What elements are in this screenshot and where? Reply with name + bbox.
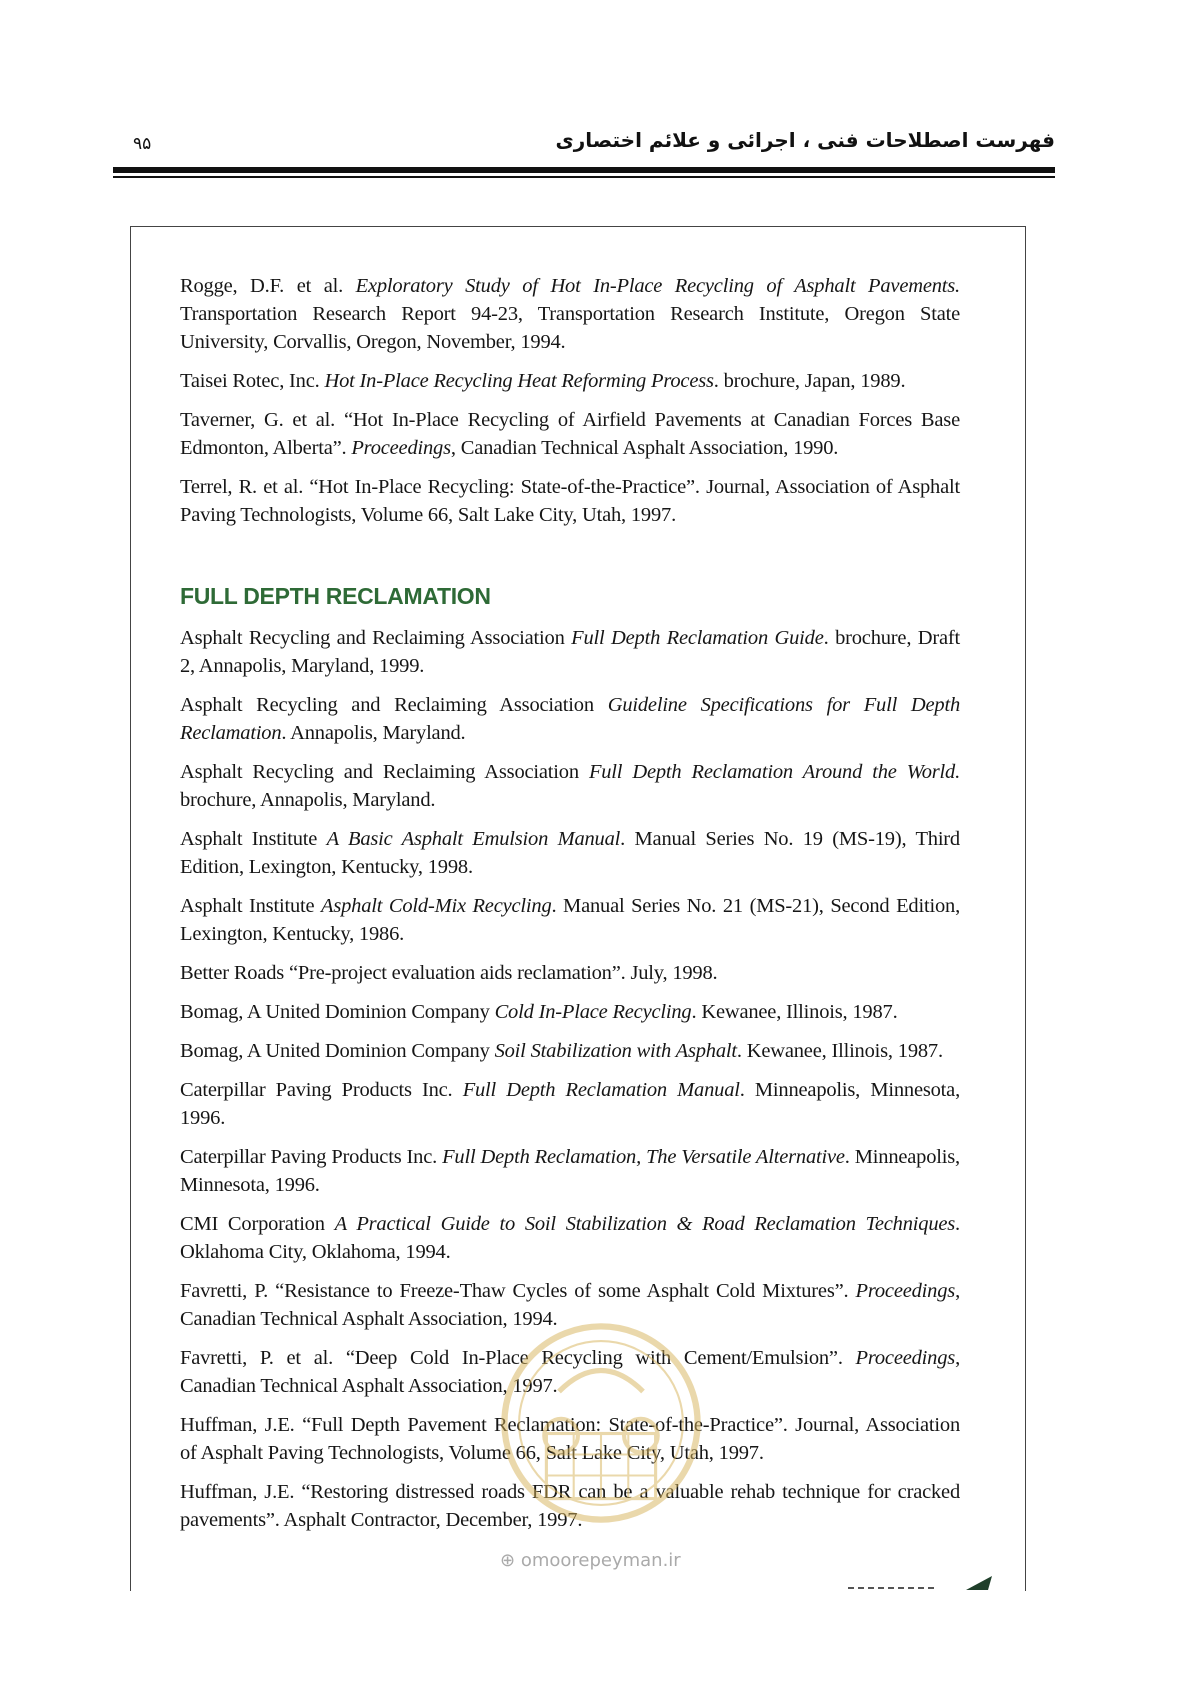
reference-text: Bomag, A United Dominion Company bbox=[180, 1001, 495, 1023]
reference-title: A Practical Guide to Soil Stabilization & Road Reclamation Techniques bbox=[334, 1213, 956, 1235]
reference-list-hot-in-place bbox=[180, 272, 960, 529]
reference-list-full-depth-reclamation bbox=[180, 624, 960, 1534]
reference-text: , Canadian Technical Asphalt Association, 1997. bbox=[180, 1347, 960, 1397]
reference-text: Bomag, A United Dominion Company bbox=[180, 1040, 495, 1062]
reference-entry bbox=[180, 1411, 960, 1467]
reference-title: Full Depth Reclamation Around the World. bbox=[588, 761, 960, 783]
reference-text: Asphalt Recycling and Reclaiming Association bbox=[180, 627, 572, 649]
corner-mark bbox=[848, 1574, 998, 1592]
bibliography bbox=[180, 272, 960, 1545]
reference-text: Asphalt Recycling and Reclaiming Association bbox=[180, 694, 608, 716]
reference-entry bbox=[180, 473, 960, 529]
reference-title: Soil Stabilization with Asphalt bbox=[494, 1040, 737, 1062]
reference-entry bbox=[180, 1277, 960, 1333]
reference-title: Hot In-Place Recycling Heat Reforming Process bbox=[324, 370, 714, 392]
reference-text: Huffman, J.E. “Restoring distressed roads FDR can be a valuable rehab technique for cracked pavements”. Asphalt Contractor, December, 1997. bbox=[180, 1481, 960, 1531]
reference-title: Proceedings bbox=[855, 1347, 956, 1369]
watermark-site: ⊕ omoorepeyman.ir bbox=[500, 1550, 681, 1571]
reference-entry bbox=[180, 1210, 960, 1266]
reference-entry bbox=[180, 624, 960, 680]
reference-text: . Annapolis, Maryland. bbox=[281, 722, 466, 744]
reference-text: CMI Corporation bbox=[180, 1213, 335, 1235]
reference-entry bbox=[180, 1076, 960, 1132]
reference-title: Proceedings bbox=[855, 1280, 956, 1302]
reference-entry bbox=[180, 1143, 960, 1199]
reference-title: Full Depth Reclamation Manual bbox=[462, 1079, 740, 1101]
reference-text: , Canadian Technical Asphalt Association, 1994. bbox=[180, 1280, 960, 1330]
reference-entry bbox=[180, 1037, 960, 1065]
reference-entry bbox=[180, 406, 960, 462]
reference-text: Better Roads “Pre-project evaluation aids reclamation”. July, 1998. bbox=[180, 962, 718, 984]
reference-title: Proceedings bbox=[351, 437, 451, 459]
reference-text: brochure, Annapolis, Maryland. bbox=[180, 789, 436, 811]
reference-entry bbox=[180, 959, 960, 987]
reference-text: Taisei Rotec, Inc. bbox=[180, 370, 325, 392]
reference-text: Rogge, D.F. et al. bbox=[180, 275, 356, 297]
reference-text: . Kewanee, Illinois, 1987. bbox=[691, 1001, 898, 1023]
reference-text: , Canadian Technical Asphalt Association, 1990. bbox=[450, 437, 839, 459]
reference-text: Terrel, R. et al. “Hot In-Place Recycling: State-of-the-Practice”. Journal, Association of Asphalt Paving Technologists, Volume 66, Salt Lake City, Utah, 1997. bbox=[180, 476, 960, 526]
reference-text: Asphalt Institute bbox=[180, 828, 327, 850]
reference-entry bbox=[180, 825, 960, 881]
reference-text: . brochure, Draft 2, Annapolis, Maryland, 1999. bbox=[180, 627, 960, 677]
reference-title: A Basic Asphalt Emulsion Manual bbox=[326, 828, 621, 850]
reference-entry bbox=[180, 758, 960, 814]
reference-entry bbox=[180, 998, 960, 1026]
reference-title: Cold In-Place Recycling bbox=[494, 1001, 692, 1023]
reference-text: . brochure, Japan, 1989. bbox=[713, 370, 906, 392]
header-rule-thin bbox=[113, 176, 1055, 178]
reference-title: Guideline Specifications for Full Depth Reclamation bbox=[180, 694, 960, 744]
reference-entry bbox=[180, 691, 960, 747]
reference-entry bbox=[180, 1344, 960, 1400]
reference-title: Full Depth Reclamation Guide bbox=[571, 627, 824, 649]
header-title: فهرست اصطلاحات فنی ، اجرائی و علائم اختصاری bbox=[555, 128, 1055, 152]
reference-text: Asphalt Institute bbox=[180, 895, 322, 917]
reference-text: . Minneapolis, Minnesota, 1996. bbox=[180, 1146, 960, 1196]
reference-text: . Kewanee, Illinois, 1987. bbox=[736, 1040, 943, 1062]
reference-text: Favretti, P. “Resistance to Freeze-Thaw Cycles of some Asphalt Cold Mixtures”. bbox=[180, 1280, 856, 1302]
reference-entry bbox=[180, 1478, 960, 1534]
reference-text: Caterpillar Paving Products Inc. bbox=[180, 1079, 463, 1101]
reference-text: Taverner, G. et al. “Hot In-Place Recycling of Airfield Pavements at Canadian Forces Base Edmonton, Alberta”. bbox=[180, 409, 960, 459]
watermark-site-text: omoorepeyman.ir bbox=[520, 1550, 681, 1571]
reference-title: Exploratory Study of Hot In-Place Recycling of Asphalt Pavements. bbox=[355, 275, 960, 297]
section-title: FULL DEPTH RECLAMATION bbox=[180, 583, 491, 609]
reference-title: Full Depth Reclamation, The Versatile Alternative bbox=[442, 1146, 845, 1168]
reference-entry bbox=[180, 272, 960, 356]
page-number: ۹۵ bbox=[133, 134, 152, 154]
reference-text: Favretti, P. et al. “Deep Cold In-Place Recycling with Cement/Emulsion”. bbox=[180, 1347, 856, 1369]
reference-text: Transportation Research Report 94-23, Transportation Research Institute, Oregon State University, Corvallis, Oregon, November, 1994. bbox=[180, 303, 960, 353]
reference-text: . Manual Series No. 19 (MS-19), Third Edition, Lexington, Kentucky, 1998. bbox=[180, 828, 960, 878]
reference-entry bbox=[180, 367, 960, 395]
reference-text: . Oklahoma City, Oklahoma, 1994. bbox=[180, 1213, 960, 1263]
reference-entry bbox=[180, 892, 960, 948]
reference-text: Huffman, J.E. “Full Depth Pavement Reclamation: State-of-the-Practice”. Journal, Association of Asphalt Paving Technologists, Volume 66, Salt Lake City, Utah, 1997. bbox=[180, 1414, 960, 1464]
reference-text: . Manual Series No. 21 (MS-21), Second Edition, Lexington, Kentucky, 1986. bbox=[180, 895, 960, 945]
page-header bbox=[113, 128, 1055, 168]
reference-title: Asphalt Cold-Mix Recycling bbox=[321, 895, 552, 917]
reference-text: Asphalt Recycling and Reclaiming Association bbox=[180, 761, 589, 783]
header-rule-thick bbox=[113, 167, 1055, 173]
reference-text: Caterpillar Paving Products Inc. bbox=[180, 1146, 443, 1168]
reference-text: . Minneapolis, Minnesota, 1996. bbox=[180, 1079, 960, 1129]
